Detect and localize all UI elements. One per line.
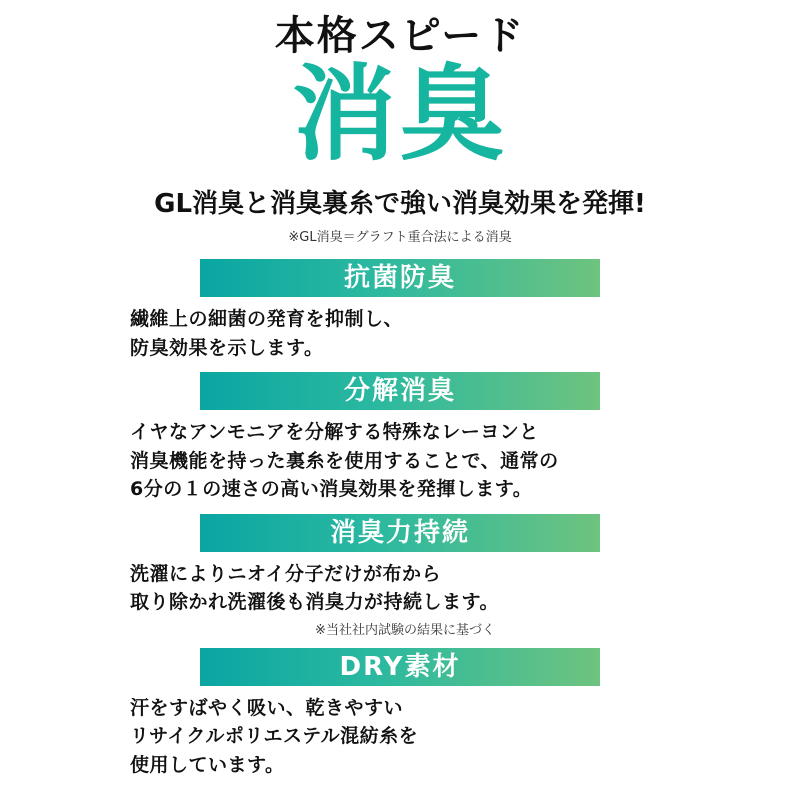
page-title: 消臭 [291,53,508,175]
feature-body-line: 防臭効果を示します。 [130,336,324,359]
feature-body [120,305,680,362]
feature-body-line: 取り除かれ洗濯後も消臭力が持続します。 [130,591,499,614]
feature-section [0,259,800,362]
feature-title-banner: DRY素材 [200,648,600,686]
feature-title-banner: 抗菌防臭 [200,259,600,297]
feature-sections [0,259,800,779]
feature-title-banner: 消臭力持続 [200,514,600,552]
feature-body-line: 6分の１の速さの高い消臭効果を発揮します。 [130,478,533,501]
feature-body [120,694,680,780]
feature-body-line: 消臭機能を持った裏糸を使用することで、通常の [130,449,559,472]
page-subtitle: GL消臭と消臭裏糸で強い消臭効果を発揮! [154,189,646,220]
feature-section [0,372,800,504]
feature-section [0,648,800,780]
feature-body-line: リサイクルポリエステル混紡糸を [130,725,419,748]
feature-body-note: ※当社社内試験の結果に基づく [315,622,495,638]
feature-title-banner: 分解消臭 [200,372,600,410]
feature-body [120,560,680,638]
page-headline: 本格スピード [274,13,526,59]
feature-section [0,514,800,638]
feature-body [120,418,680,504]
feature-body-line: 繊維上の細菌の発育を抑制し、 [130,308,404,331]
page-subtitle-note: ※GL消臭＝グラフト重合法による消臭 [288,230,512,246]
feature-body-line: イヤなアンモニアを分解する特殊なレーヨンと [130,421,539,444]
feature-body-line: 洗濯によりニオイ分子だけが布から [130,562,442,585]
feature-body-line: 使用しています。 [130,753,285,776]
feature-body-line: 汗をすばやく吸い、乾きやすい [130,696,404,719]
